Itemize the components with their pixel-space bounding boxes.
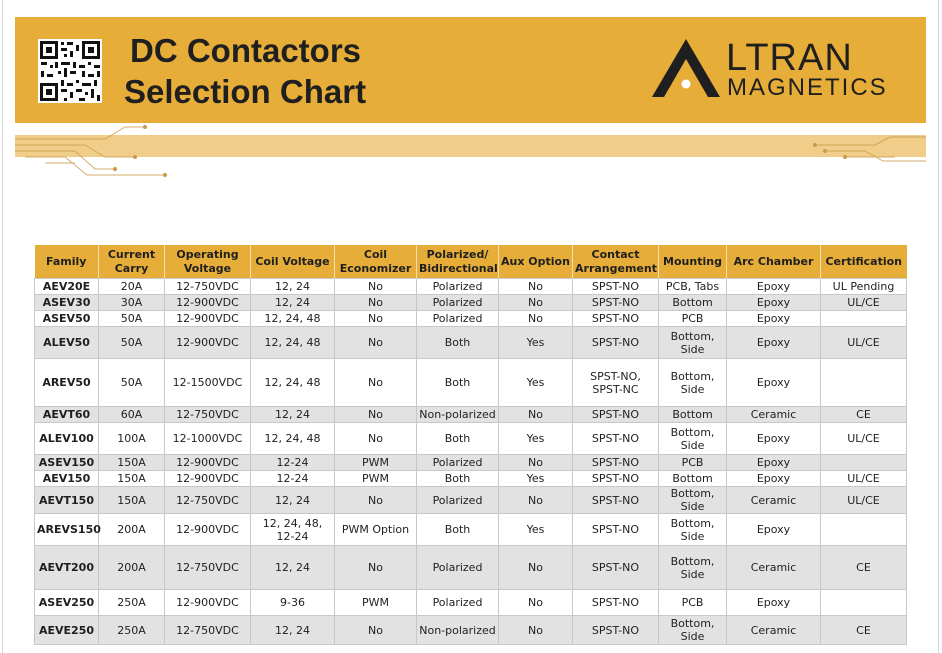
- family-cell: AEVT150: [35, 487, 99, 514]
- table-cell: 30A: [99, 295, 165, 311]
- column-header: Certification: [821, 245, 907, 279]
- table-cell: No: [499, 487, 573, 514]
- circuit-decoration-icon: [15, 125, 926, 185]
- table-cell: No: [335, 423, 417, 455]
- altran-a-logo-icon: [650, 37, 722, 99]
- table-cell: 12, 24: [251, 279, 335, 295]
- table-cell: No: [335, 311, 417, 327]
- family-cell: AEVT60: [35, 407, 99, 423]
- selection-chart-table: [34, 245, 907, 645]
- table-row: [35, 423, 907, 455]
- table-row: [35, 616, 907, 645]
- table-cell: Polarized: [417, 487, 499, 514]
- table-cell: 150A: [99, 455, 165, 471]
- table-cell: [821, 590, 907, 616]
- table-cell: Bottom, Side: [659, 359, 727, 407]
- logo-wordmark: LTRAN: [726, 37, 853, 79]
- table-cell: 150A: [99, 487, 165, 514]
- table-cell: No: [499, 455, 573, 471]
- column-header: Operating Voltage: [165, 245, 251, 279]
- table-cell: SPST-NO: [573, 514, 659, 546]
- column-header: Current Carry: [99, 245, 165, 279]
- table-cell: Bottom, Side: [659, 487, 727, 514]
- table-row: [35, 514, 907, 546]
- table-cell: 250A: [99, 590, 165, 616]
- logo-subtitle: MAGNETICS: [727, 74, 888, 101]
- table-cell: CE: [821, 546, 907, 590]
- table-cell: Polarized: [417, 295, 499, 311]
- table-cell: Yes: [499, 471, 573, 487]
- family-cell: ALEV100: [35, 423, 99, 455]
- table-cell: [821, 514, 907, 546]
- table-cell: No: [335, 407, 417, 423]
- title-line-2: Selection Chart: [124, 73, 367, 110]
- table-cell: SPST-NO: [573, 423, 659, 455]
- family-cell: ASEV250: [35, 590, 99, 616]
- table-cell: 60A: [99, 407, 165, 423]
- table-cell: CE: [821, 407, 907, 423]
- table-cell: PWM: [335, 590, 417, 616]
- table-cell: Epoxy: [727, 514, 821, 546]
- table-cell: 12-900VDC: [165, 455, 251, 471]
- table-cell: Epoxy: [727, 455, 821, 471]
- table-cell: 12, 24, 48: [251, 327, 335, 359]
- table-cell: 200A: [99, 546, 165, 590]
- table-cell: SPST-NO: [573, 311, 659, 327]
- table-cell: 12, 24, 48: [251, 359, 335, 407]
- table-cell: Bottom, Side: [659, 616, 727, 645]
- table-cell: SPST-NO: [573, 407, 659, 423]
- table-cell: 9-36: [251, 590, 335, 616]
- table-row: [35, 487, 907, 514]
- table-cell: Both: [417, 359, 499, 407]
- table-cell: UL/CE: [821, 471, 907, 487]
- table-cell: 12-24: [251, 471, 335, 487]
- table-cell: CE: [821, 616, 907, 645]
- table-cell: Bottom: [659, 471, 727, 487]
- table-cell: 12, 24, 48: [251, 423, 335, 455]
- table-cell: Yes: [499, 514, 573, 546]
- table-cell: SPST-NO: [573, 455, 659, 471]
- table-cell: Bottom, Side: [659, 546, 727, 590]
- table-row: [35, 590, 907, 616]
- table-cell: 12-900VDC: [165, 295, 251, 311]
- table-cell: Epoxy: [727, 590, 821, 616]
- family-cell: ALEV50: [35, 327, 99, 359]
- family-cell: ASEV50: [35, 311, 99, 327]
- table-cell: No: [335, 279, 417, 295]
- table-cell: Epoxy: [727, 327, 821, 359]
- table-cell: Epoxy: [727, 279, 821, 295]
- table-cell: Non-polarized: [417, 616, 499, 645]
- table-cell: 12, 24, 48, 12-24: [251, 514, 335, 546]
- table-cell: Epoxy: [727, 311, 821, 327]
- table-cell: Both: [417, 471, 499, 487]
- column-header: Contact Arrangement: [573, 245, 659, 279]
- table-cell: UL/CE: [821, 423, 907, 455]
- table-cell: Epoxy: [727, 359, 821, 407]
- table-cell: 12-24: [251, 455, 335, 471]
- table-row: [35, 359, 907, 407]
- title-line-1: DC Contactors: [130, 32, 362, 69]
- table-cell: SPST-NO: [573, 590, 659, 616]
- table-cell: SPST-NO, SPST-NC: [573, 359, 659, 407]
- table-cell: 100A: [99, 423, 165, 455]
- table-cell: Both: [417, 327, 499, 359]
- table-cell: 12-1500VDC: [165, 359, 251, 407]
- family-cell: AREVS150: [35, 514, 99, 546]
- table-cell: 12-750VDC: [165, 487, 251, 514]
- table-cell: 200A: [99, 514, 165, 546]
- table-cell: 12, 24: [251, 546, 335, 590]
- table-cell: 150A: [99, 471, 165, 487]
- table-cell: Ceramic: [727, 546, 821, 590]
- family-cell: AEVT200: [35, 546, 99, 590]
- table-cell: No: [499, 279, 573, 295]
- table-cell: No: [499, 546, 573, 590]
- table-cell: 12-900VDC: [165, 514, 251, 546]
- table-cell: No: [499, 616, 573, 645]
- family-cell: AEVE250: [35, 616, 99, 645]
- table-cell: Polarized: [417, 546, 499, 590]
- table-cell: PWM: [335, 455, 417, 471]
- table-cell: 12, 24: [251, 487, 335, 514]
- table-cell: 20A: [99, 279, 165, 295]
- family-cell: AEV20E: [35, 279, 99, 295]
- table-row: [35, 327, 907, 359]
- table-row: [35, 279, 907, 295]
- table-row: [35, 311, 907, 327]
- column-header: Family: [35, 245, 99, 279]
- table-cell: No: [335, 327, 417, 359]
- table-cell: 12-750VDC: [165, 616, 251, 645]
- family-cell: AREV50: [35, 359, 99, 407]
- table-cell: SPST-NO: [573, 471, 659, 487]
- table-cell: Polarized: [417, 279, 499, 295]
- table-cell: Polarized: [417, 590, 499, 616]
- table-cell: SPST-NO: [573, 487, 659, 514]
- table-cell: 12, 24: [251, 616, 335, 645]
- table-cell: Ceramic: [727, 407, 821, 423]
- table-cell: Polarized: [417, 311, 499, 327]
- table-cell: Epoxy: [727, 423, 821, 455]
- family-cell: ASEV30: [35, 295, 99, 311]
- qr-code-icon: [38, 39, 102, 103]
- table-cell: SPST-NO: [573, 327, 659, 359]
- table-cell: SPST-NO: [573, 295, 659, 311]
- table-cell: Non-polarized: [417, 407, 499, 423]
- table-cell: No: [335, 616, 417, 645]
- table-cell: Both: [417, 423, 499, 455]
- table-cell: PWM Option: [335, 514, 417, 546]
- column-header: Arc Chamber: [727, 245, 821, 279]
- table-cell: UL/CE: [821, 487, 907, 514]
- table-cell: Yes: [499, 423, 573, 455]
- table-cell: Yes: [499, 359, 573, 407]
- table-cell: Epoxy: [727, 295, 821, 311]
- table-row: [35, 455, 907, 471]
- table-cell: 12, 24, 48: [251, 311, 335, 327]
- table-cell: PWM: [335, 471, 417, 487]
- table-body: [35, 279, 907, 645]
- table-row: [35, 546, 907, 590]
- table-cell: Ceramic: [727, 487, 821, 514]
- table-cell: Epoxy: [727, 471, 821, 487]
- table-cell: PCB: [659, 455, 727, 471]
- table-row: [35, 407, 907, 423]
- table-cell: Polarized: [417, 455, 499, 471]
- table-cell: 12, 24: [251, 407, 335, 423]
- table-row: [35, 471, 907, 487]
- table-cell: 12, 24: [251, 295, 335, 311]
- family-cell: ASEV150: [35, 455, 99, 471]
- table-cell: PCB: [659, 311, 727, 327]
- table-cell: No: [499, 407, 573, 423]
- table-cell: 12-900VDC: [165, 311, 251, 327]
- table-header-row: [35, 245, 907, 279]
- table-cell: PCB, Tabs: [659, 279, 727, 295]
- table-cell: [821, 359, 907, 407]
- table-cell: UL/CE: [821, 327, 907, 359]
- table-cell: 12-750VDC: [165, 407, 251, 423]
- table-cell: No: [335, 546, 417, 590]
- table-cell: SPST-NO: [573, 616, 659, 645]
- table-cell: 50A: [99, 359, 165, 407]
- table-cell: [821, 455, 907, 471]
- table-cell: Bottom: [659, 295, 727, 311]
- table-cell: 12-750VDC: [165, 279, 251, 295]
- table-row: [35, 295, 907, 311]
- column-header: Mounting: [659, 245, 727, 279]
- table-cell: [821, 311, 907, 327]
- table-cell: 12-900VDC: [165, 471, 251, 487]
- table-cell: Bottom, Side: [659, 327, 727, 359]
- table-cell: Ceramic: [727, 616, 821, 645]
- column-header: Polarized/ Bidirectional: [417, 245, 499, 279]
- table-cell: 50A: [99, 311, 165, 327]
- table-cell: 12-1000VDC: [165, 423, 251, 455]
- table-cell: No: [499, 311, 573, 327]
- table-cell: Bottom, Side: [659, 423, 727, 455]
- table-cell: 12-900VDC: [165, 327, 251, 359]
- table-cell: No: [335, 359, 417, 407]
- table-cell: UL/CE: [821, 295, 907, 311]
- table-cell: Bottom, Side: [659, 514, 727, 546]
- table-cell: Bottom: [659, 407, 727, 423]
- table-cell: No: [499, 295, 573, 311]
- table-cell: SPST-NO: [573, 279, 659, 295]
- table-cell: No: [499, 590, 573, 616]
- table-cell: No: [335, 487, 417, 514]
- table-cell: Yes: [499, 327, 573, 359]
- table-cell: Both: [417, 514, 499, 546]
- table-cell: PCB: [659, 590, 727, 616]
- table-cell: 12-750VDC: [165, 546, 251, 590]
- table-cell: 50A: [99, 327, 165, 359]
- column-header: Aux Option: [499, 245, 573, 279]
- column-header: Coil Voltage: [251, 245, 335, 279]
- column-header: Coil Economizer: [335, 245, 417, 279]
- table-cell: No: [335, 295, 417, 311]
- family-cell: AEV150: [35, 471, 99, 487]
- table-cell: 250A: [99, 616, 165, 645]
- table-cell: SPST-NO: [573, 546, 659, 590]
- table-cell: UL Pending: [821, 279, 907, 295]
- table-cell: 12-900VDC: [165, 590, 251, 616]
